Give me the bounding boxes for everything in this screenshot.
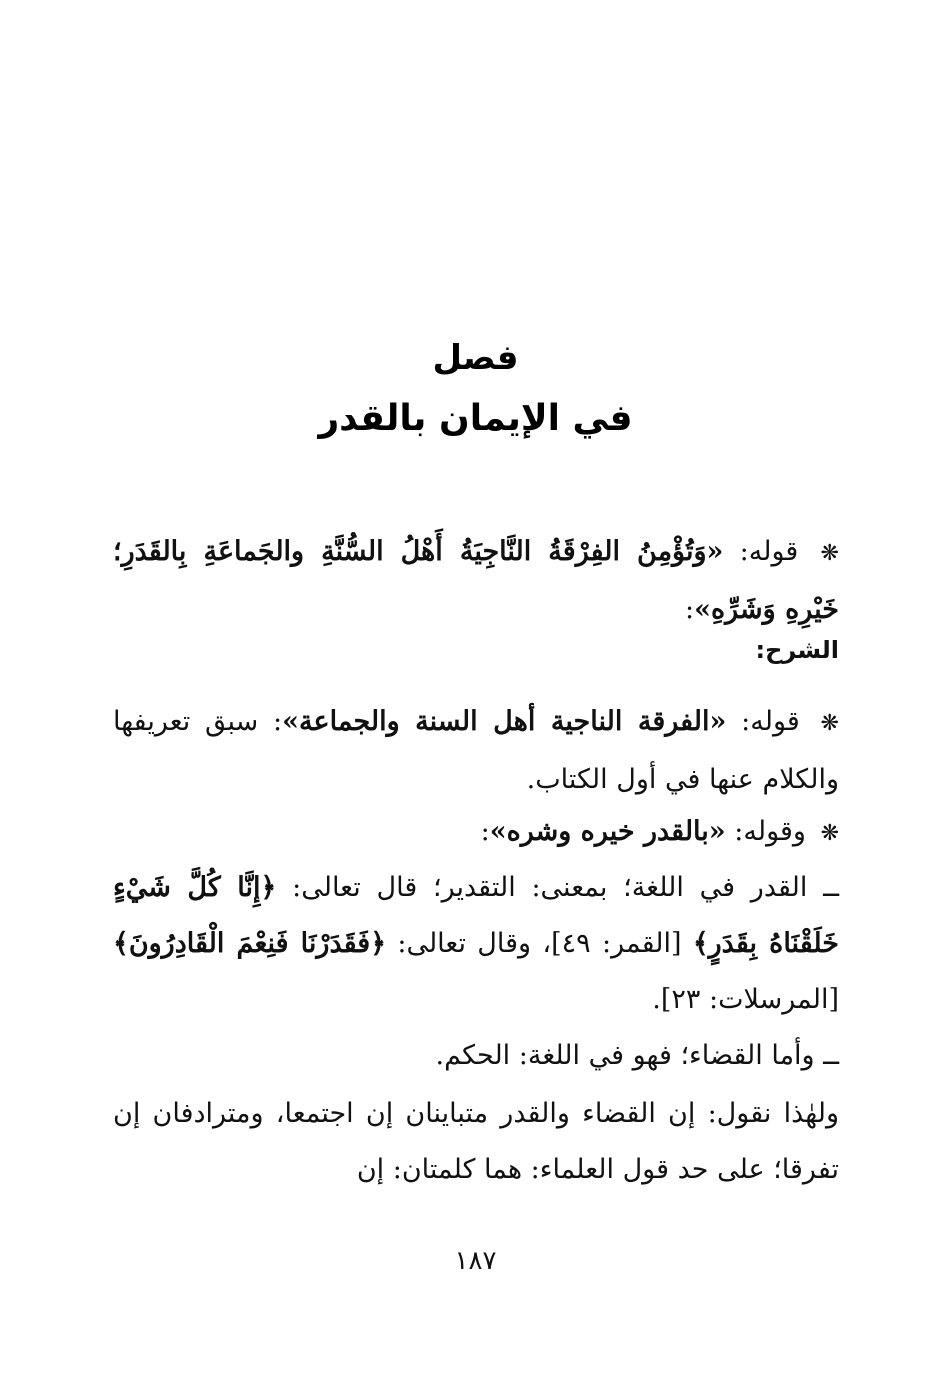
quran-verse: ﴿فَقَدَرْنَا فَنِعْمَ الْقَادِرُونَ﴾ [113,928,387,959]
paragraph-qadar-quote [113,804,839,862]
asterisk-icon: ❋ [820,821,839,846]
paragraph-matn-quote [113,524,839,638]
paragraph-qadar-definition [113,860,839,1028]
verse-reference: [القمر: ٤٩]، [542,928,682,959]
asterisk-icon: ❋ [820,541,839,566]
paragraph-qada-definition: ــ وأما القضاء؛ فهو في اللغة: الحكم. [435,1040,839,1071]
paragraph-firqa [113,694,839,808]
matn-quote: «وَتُؤْمِنُ الفِرْقَةُ النَّاجِيَةُ أَهْلُ السُّنَّةِ والجَماعَةِ بِالقَدَرِ؛ خَيْرِهِ وَشَرِّهِ» [113,536,839,625]
paragraph-tail: : سبق تعريفها والكلام عنها في أول الكتاب. [113,706,839,795]
definition-text: ــ القدر في اللغة؛ بمعنى: التقدير؛ قال تعالى: [292,872,839,903]
definition-text: وقال تعالى: [397,928,532,959]
quoted-phrase: «بالقدر خيره وشره» [489,816,726,847]
asterisk-icon: ❋ [820,711,839,736]
page-number: ١٨٧ [454,1246,497,1276]
verse-reference: [المرسلات: ٢٣]. [652,984,839,1015]
quoted-phrase: «الفرقة الناجية أهل السنة والجماعة» [282,706,727,737]
sharh-label: الشرح: [755,636,839,664]
paragraph-lead: قوله: [739,536,799,567]
paragraph-lead: وقوله: [734,816,806,847]
paragraph-lead: قوله: [741,706,800,737]
paragraph-qada-qadar: ولهٰذا نقول: إن القضاء والقدر متباينان إن اجتمعا، ومترادفان إن تفرقا؛ على حد قول العلماء: هما كلمتان: إن [113,1098,839,1185]
paragraph-tail: : [685,594,695,625]
section-title: فصل [432,338,519,378]
paragraph-tail: : [480,816,490,847]
section-subtitle: في الإيمان بالقدر [318,398,633,439]
quran-verse: ﴿إِنَّا كُلَّ شَيْءٍ خَلَقْنَاهُ بِقَدَرٍ﴾ [113,872,839,959]
